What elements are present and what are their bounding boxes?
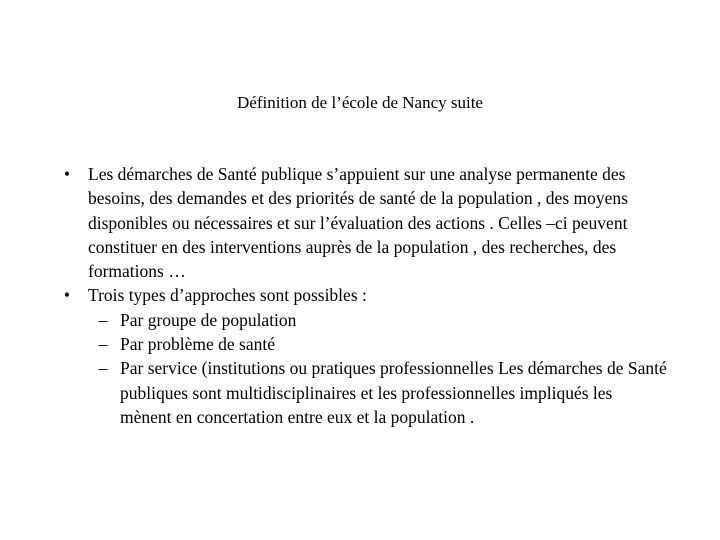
sub-bullet-item (88, 332, 667, 356)
dash-icon: – (98, 358, 108, 379)
bullet-icon: • (63, 164, 71, 184)
bullet-text: Les démarches de Santé publique s’appuient sur une analyse permanente des besoins, des demandes et des priorités de santé de la population , des moyens disponibles ou nécessaires et sur l’évaluation des actions . Celles –ci peuvent constituer en des interventions auprès de la population , des recherches, des formations … (88, 164, 628, 282)
slide-title: Définition de l’école de Nancy suite (237, 93, 483, 112)
dash-icon: – (98, 334, 108, 355)
bullet-list (57, 162, 667, 429)
sub-bullet-text: Par groupe de population (120, 309, 297, 330)
sub-bullet-item (88, 308, 667, 332)
bullet-item (57, 283, 667, 429)
bullet-item (57, 162, 667, 283)
sub-bullet-list (88, 308, 667, 429)
dash-icon: – (98, 309, 108, 330)
bullet-text: Trois types d’approches sont possibles : (88, 285, 367, 306)
bullet-icon: • (63, 285, 71, 306)
sub-bullet-text: Par problème de santé (120, 334, 276, 355)
sub-bullet-text: Par service (institutions ou pratiques professionnelles Les démarches de Santé publiques sont multidisciplinaires et les professionnelles impliqués les mènent en concertation entre eux et la population . (120, 358, 667, 427)
sub-bullet-item (88, 356, 667, 429)
